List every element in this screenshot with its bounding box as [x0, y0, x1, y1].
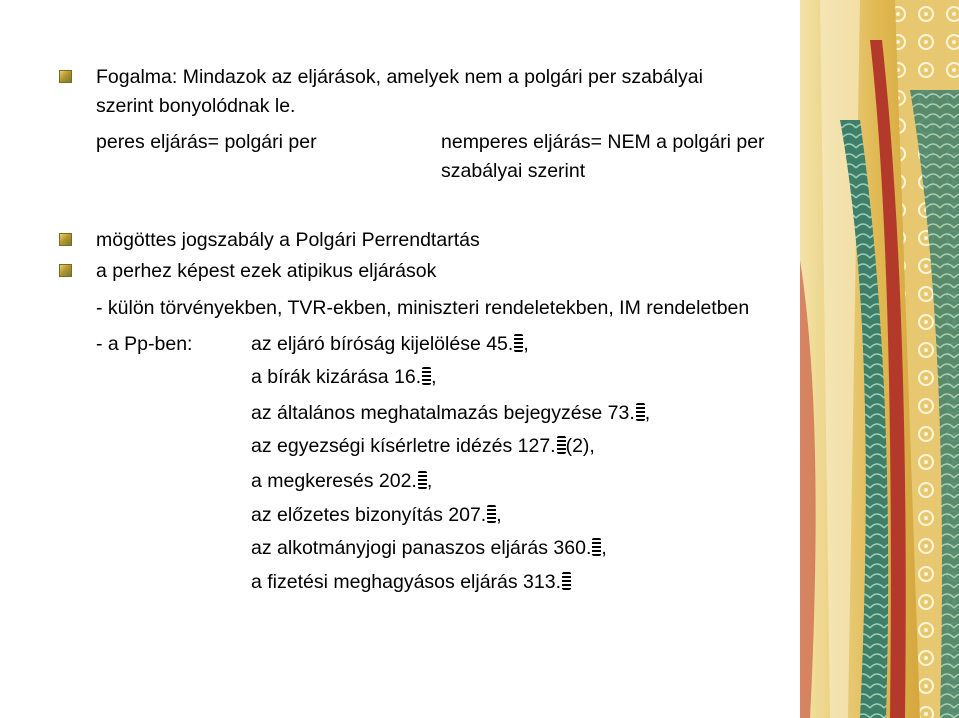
section-sign-icon	[418, 471, 427, 489]
section-sign-icon	[562, 572, 571, 590]
pp-item: a bírák kizárása 16. ,	[251, 366, 437, 388]
section-sign-icon	[514, 334, 523, 352]
compare-right-line-2: szabályai szerint	[441, 160, 586, 182]
compare-left: peres eljárás= polgári per	[96, 131, 317, 153]
background-law: mögöttes jogszabály a Polgári Perrendtartás	[96, 229, 480, 251]
section-sign-icon	[636, 403, 645, 421]
pp-item: a megkeresés 202. ,	[251, 470, 433, 492]
bullet-icon	[59, 70, 72, 83]
special-laws: - külön törvényekben, TVR-ekben, miniszteri rendeletekben, IM rendeletben	[96, 297, 750, 319]
pp-item: az általános meghatalmazás bejegyzése 73. ,	[251, 402, 651, 424]
decorative-art	[800, 0, 959, 718]
compare-right-line-1: nemperes eljárás= NEM a polgári per	[441, 131, 765, 153]
bullet-icon	[59, 233, 72, 246]
definition-line-1: Fogalma: Mindazok az eljárások, amelyek nem a polgári per szabályai	[96, 66, 703, 88]
definition-line-2: szerint bonyolódnak le.	[96, 95, 296, 117]
pp-item: az eljáró bíróság kijelölése 45. ,	[251, 333, 529, 355]
bullet-icon	[59, 264, 72, 277]
pp-item: az előzetes bizonyítás 207. ,	[251, 504, 502, 526]
pp-item: a fizetési meghagyásos eljárás 313.	[251, 570, 571, 594]
section-sign-icon	[557, 436, 566, 454]
decorative-art-svg	[800, 0, 959, 718]
pp-item: az alkotmányjogi panaszos eljárás 360. ,	[251, 537, 607, 559]
atypical-procedures: a perhez képest ezek atipikus eljárások	[96, 260, 437, 282]
section-sign-icon	[487, 505, 496, 523]
section-sign-icon	[422, 367, 431, 385]
pp-label: - a Pp-ben:	[96, 333, 193, 355]
pp-item: az egyezségi kísérletre idézés 127. (2),	[251, 435, 595, 457]
